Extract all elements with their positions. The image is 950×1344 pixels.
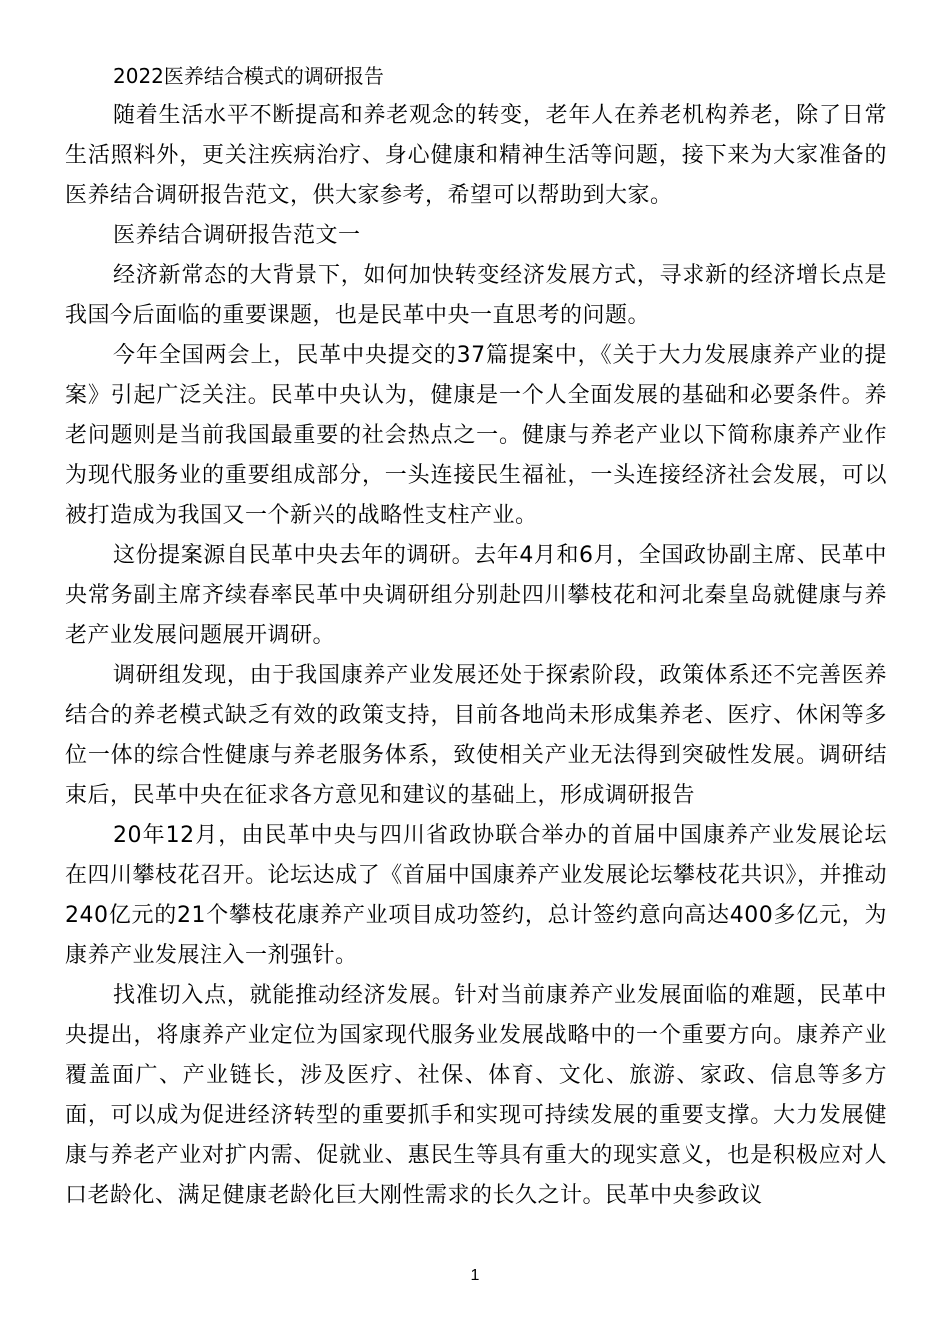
paragraph-proposal: 今年全国两会上，民革中央提交的37篇提案中，《关于大力发展康养产业的提案》引起广泛关注。民革中央认为，健康是一个人全面发展的基础和必要条件。养老问题则是当前我国最重要的社会热点之一。健康与养老产业以下简称康养产业作为现代服务业的重要组成部分，一头连接民生福祉，一头连接经济社会发展，可以被打造成为我国又一个新兴的战略性支柱产业。 (65, 343, 887, 528)
paragraph-strategy: 找准切入点，就能推动经济发展。针对当前康养产业发展面临的难题，民革中央提出，将康养产业定位为国家现代服务业发展战略中的一个重要方向。康养产业覆盖面广、产业链长，涉及医疗、社保、体育、文化、旅游、家政、信息等多方面，可以成为促进经济转型的重要抓手和实现可持续发展的重要支撑。大力发展健康与养老产业对扩内需、促就业、惠民生等具有重大的现实意义，也是积极应对人口老龄化、满足健康老龄化巨大刚性需求的长久之计。民革中央参政议 (65, 983, 887, 1208)
document-body (65, 56, 887, 1216)
paragraph-forum: 20年12月，由民革中央与四川省政协联合举办的首届中国康养产业发展论坛在四川攀枝花召开。论坛达成了《首届中国康养产业发展论坛攀枝花共识》，并推动240亿元的21个攀枝花康养产业项目成功签约，总计签约意向高达400多亿元，为康养产业发展注入一剂强针。 (65, 823, 887, 968)
paragraph-findings: 调研组发现，由于我国康养产业发展还处于探索阶段，政策体系还不完善医养结合的养老模式缺乏有效的政策支持，目前各地尚未形成集养老、医疗、休闲等多位一体的综合性健康与养老服务体系，致使相关产业无法得到突破性发展。调研结束后，民革中央在征求各方意见和建议的基础上，形成调研报告 (65, 663, 887, 808)
paragraph-background: 经济新常态的大背景下，如何加快转变经济发展方式，寻求新的经济增长点是我国今后面临的重要课题，也是民革中央一直思考的问题。 (65, 263, 887, 328)
page-number: 1 (470, 1267, 480, 1284)
paragraph-research-trip: 这份提案源自民革中央去年的调研。去年4月和6月，全国政协副主席、民革中央常务副主席齐续春率民革中央调研组分别赴四川攀枝花和河北秦皇岛就健康与养老产业发展问题展开调研。 (65, 543, 887, 648)
section-heading: 医养结合调研报告范文一 (113, 223, 361, 248)
document-title: 2022医养结合模式的调研报告 (113, 64, 384, 88)
paragraph-intro: 随着生活水平不断提高和养老观念的转变，老年人在养老机构养老，除了日常生活照料外，更关注疾病治疗、身心健康和精神生活等问题，接下来为大家准备的医养结合调研报告范文，供大家参考，希望可以帮助到大家。 (65, 103, 887, 208)
